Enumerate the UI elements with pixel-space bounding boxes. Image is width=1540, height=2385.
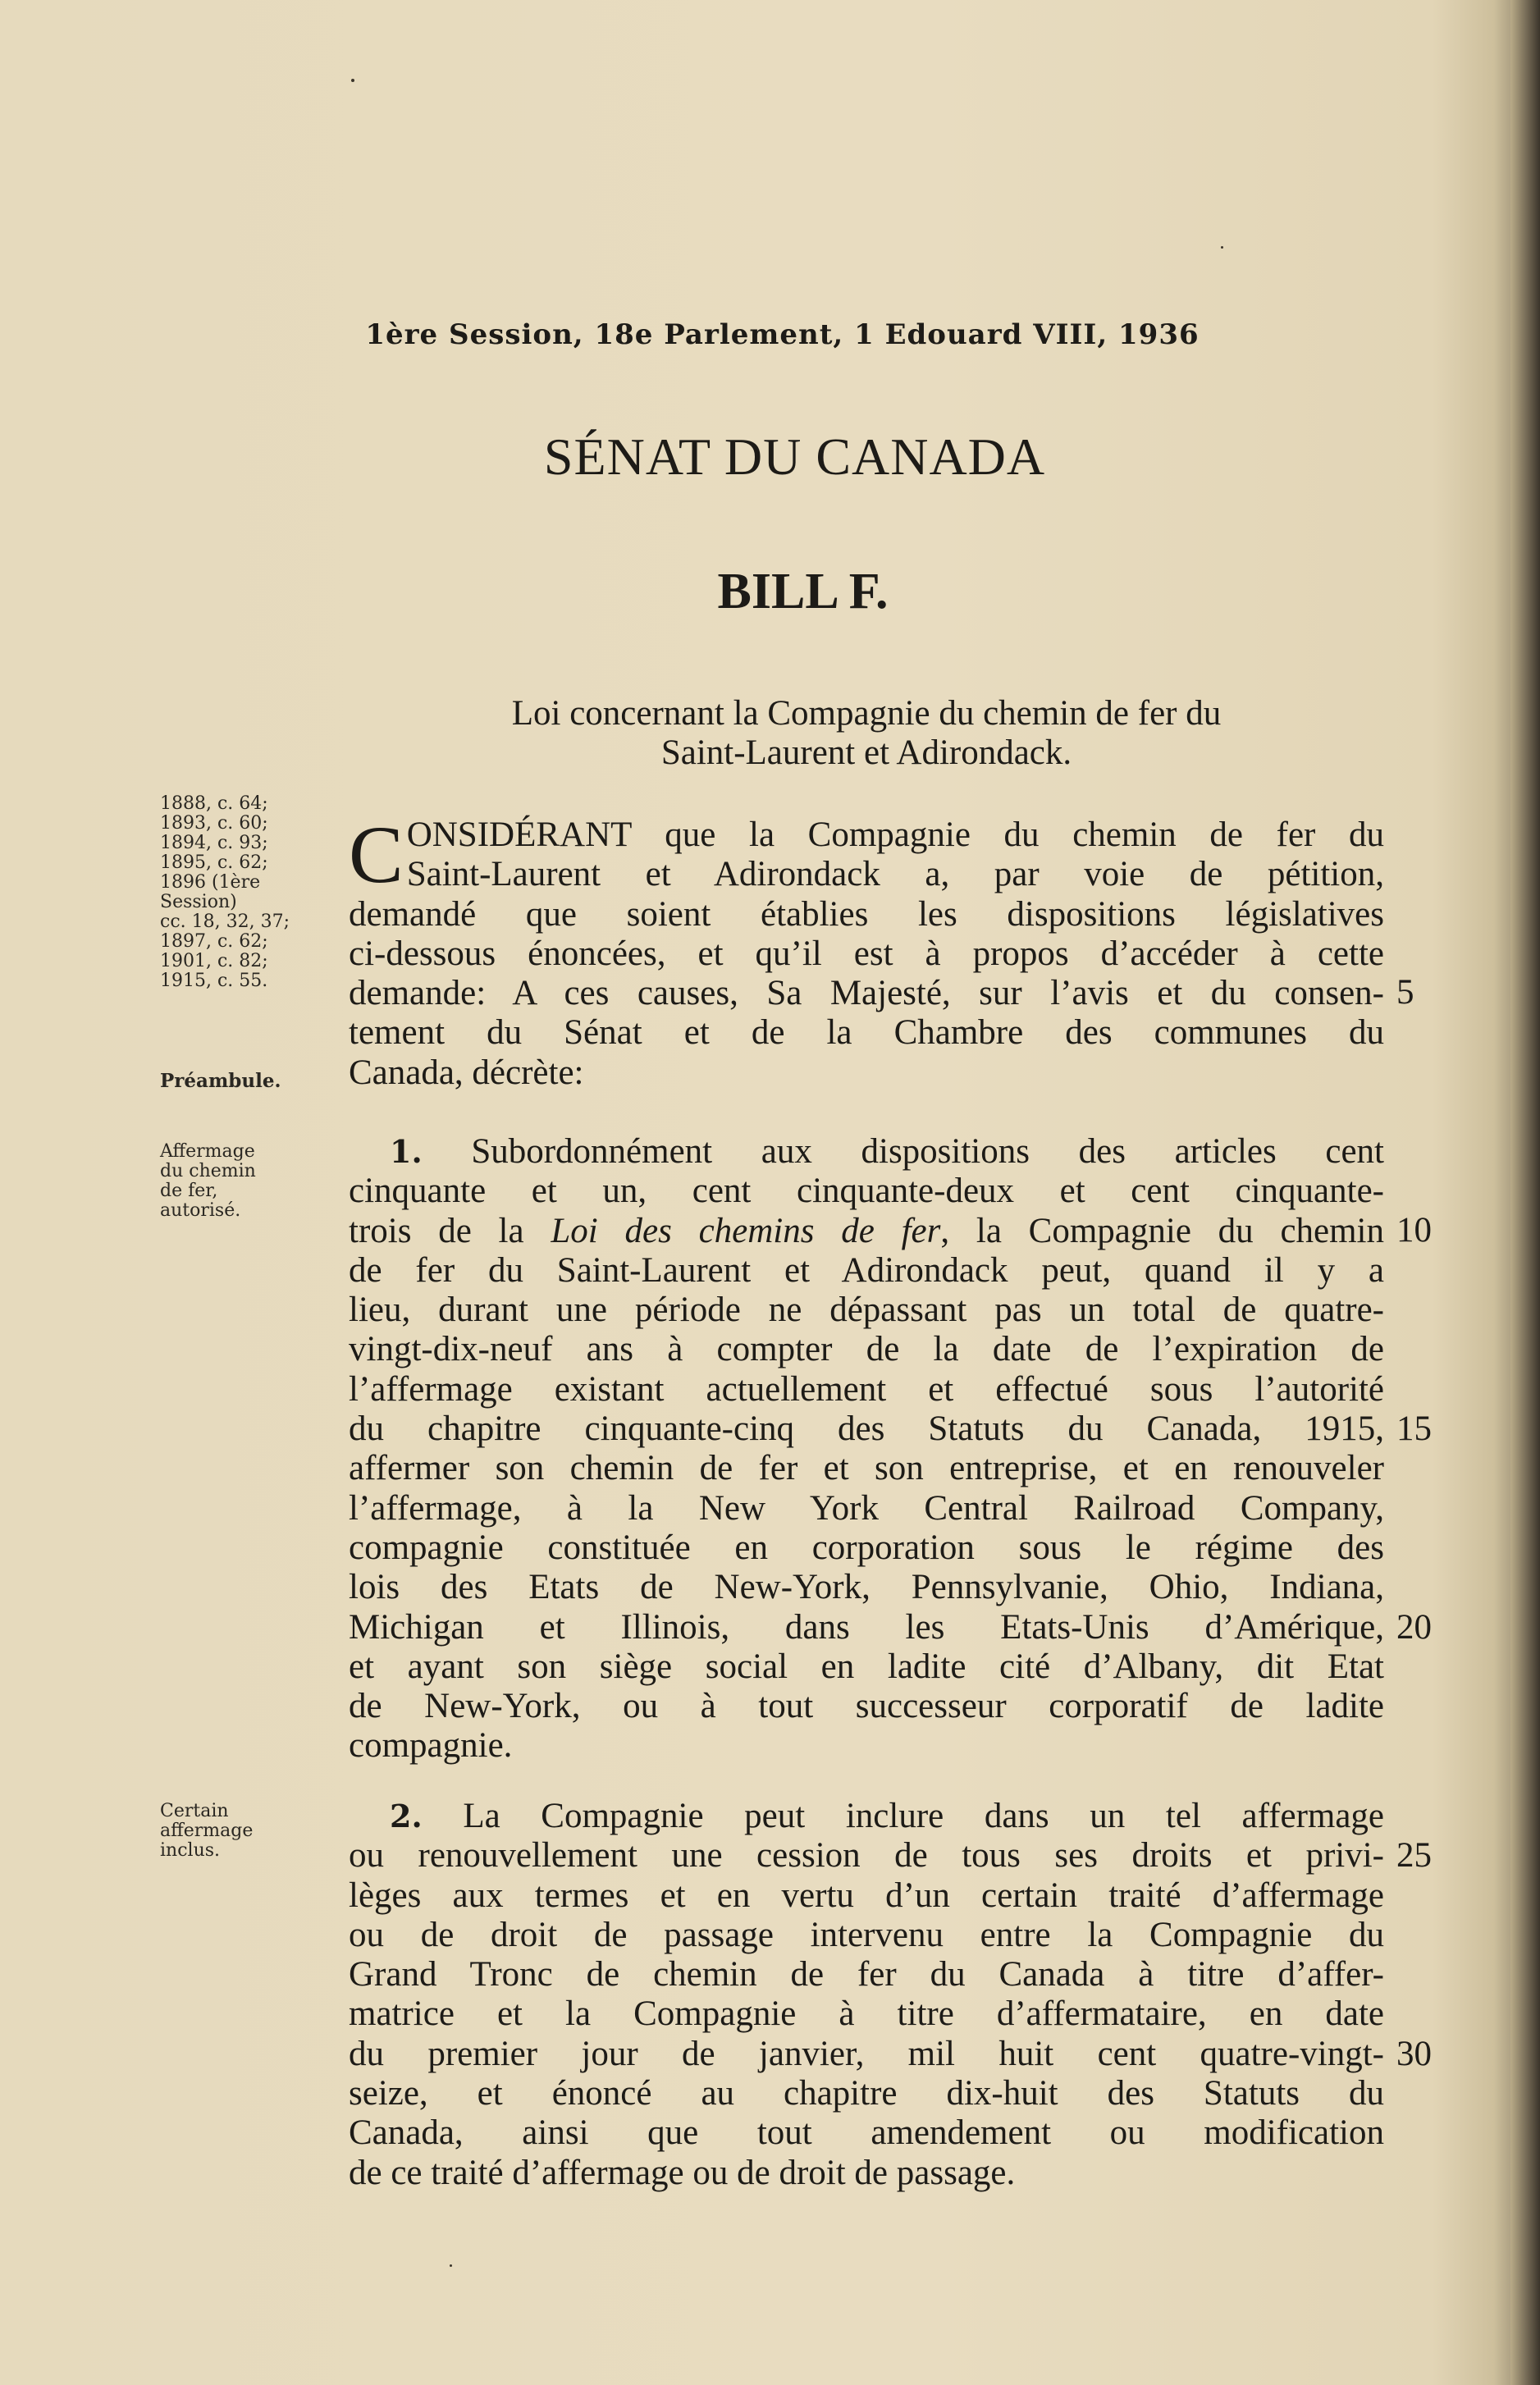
text-line [349,1489,1384,1528]
line-number: 20 [1396,1608,1432,1647]
text-line-content: du premier jour de janvier, mil huit cent quatre-vingt- [349,2034,1384,2073]
margin-note-line: 1897, c. 62; [160,931,268,952]
text-line-content: Subordonnément aux dispositions des articles cent [471,1132,1385,1171]
text-line [349,1797,1384,1836]
line-number: 10 [1396,1211,1432,1250]
text-line [349,1608,1384,1647]
text-line-content: affermer son chemin de fer et son entreprise, et en renouveler [349,1449,1384,1488]
text-line-content: ou renouvellement une cession de tous ses droits et privi- [349,1836,1384,1876]
bill-title: BILL F. [717,564,889,619]
text-line [349,1647,1384,1687]
text-line [349,1955,1384,1994]
text-line [349,1172,1384,1211]
margin-note-line: 1896 (1ère [160,872,261,893]
text-line-content: Canada, ainsi que tout amendement ou modification [349,2113,1384,2153]
speck [351,79,354,82]
text-line-content: lèges aux termes et en vertu d’un certain traité d’affermage [349,1876,1384,1915]
text-line [349,2154,1384,2193]
margin-note-line: Affermage [160,1141,255,1162]
text-line-content: demande: A ces causes, Sa Majesté, sur l’avis et du consen- [349,974,1384,1013]
text-line [349,1836,1384,1876]
text-line [349,2035,1384,2074]
text-line [349,1568,1384,1607]
margin-note-line: affermage [160,1821,254,1841]
subtitle-line: Saint-Laurent et Adirondack. [660,733,1072,772]
margin-note-line: 1895, c. 62; [160,852,268,873]
line-number: 30 [1396,2035,1432,2073]
section-2-paragraph [349,1797,1384,2193]
text-line-content: l’affermage existant actuellement et effectué sous l’autorité [349,1369,1384,1409]
text-line-content: tement du Sénat et de la Chambre des communes du [349,1013,1384,1053]
italic-title: Loi des chemins de fer [551,1211,941,1250]
text-line-content: ONSIDÉRANT que la Compagnie du chemin de fer du [406,816,1384,854]
margin-note-line: Session) [160,892,237,912]
text-line [349,1251,1384,1291]
text-line [349,2074,1384,2113]
text-line [349,895,1384,934]
text-line-content: La Compagnie peut inclure dans un tel affermage [463,1797,1385,1835]
line-number: 5 [1396,973,1414,1012]
text-line: trois de la Loi des chemins de fer, la Compagnie du chemin [349,1211,1385,1250]
text-line [349,1410,1384,1449]
text-line-content: de fer du Saint-Laurent et Adirondack peut, quand il y a [349,1250,1384,1290]
text-line-content: compagnie constituée en corporation sous le régime des [349,1528,1384,1567]
text-line [349,934,1384,974]
margin-note-line: de fer, [160,1181,218,1201]
speck [450,2264,452,2267]
text-line [349,1330,1384,1369]
text-line-content: l’affermage, à la New York Central Railroad Company, [349,1488,1384,1528]
text-line-content: ou de droit de passage intervenu entre la Compagnie du [349,1915,1384,1954]
margin-note-line: 1893, c. 60; [160,813,268,834]
text-line-content: ci-dessous énoncées, et qu’il est à propos d’accéder à cette [349,934,1384,973]
text-line-content: de ce traité d’affermage ou de droit de passage. [349,2153,1016,2192]
text-line [349,1726,1384,1766]
text-line-content: et ayant son siège social en ladite cité d’Albany, dit Etat [349,1647,1384,1686]
line-number: 15 [1396,1410,1432,1448]
text-line-content: matrice et la Compagnie à titre d’affermataire, en date [349,1994,1384,2034]
margin-note-line: 1915, c. 55. [160,971,268,991]
line-number: 25 [1396,1836,1432,1875]
text-line [349,1132,1384,1172]
text-line-content: demandé que soient établies les dispositions législatives [349,894,1384,934]
subtitle-line: Loi concernant la Compagnie du chemin de fer du [511,694,1222,733]
margin-note-line: du chemin [160,1161,256,1181]
dropcap-letter: C [349,809,404,900]
text-line [349,1370,1384,1410]
session-header: 1ère Session, 18e Parlement, 1 Edouard VIII, 1936 [365,318,1200,351]
text-line-content: vingt-dix-neuf ans à compter de la date de l’expiration de [349,1330,1384,1369]
text-line-content: de New-York, ou à tout successeur corporatif de ladite [349,1687,1384,1726]
margin-note-line: Certain [160,1801,229,1821]
text-line-content: du chapitre cinquante-cinq des Statuts du Canada, 1915, [349,1410,1384,1449]
margin-note-line: Préambule. [160,1070,281,1092]
margin-note-line: 1894, c. 93; [160,833,268,853]
senate-title: SÉNAT DU CANADA [543,427,1046,486]
text-line-content: lieu, durant une période ne dépassant pas un total de quatre- [349,1291,1384,1330]
text-line [349,1876,1384,1916]
text-line [349,855,1384,894]
margin-note-line: 1901, c. 82; [160,951,268,971]
text-line [349,1528,1384,1568]
text-line [349,1916,1384,1955]
text-line-content: seize, et énoncé au chapitre dix-huit des Statuts du [349,2074,1384,2113]
text-line [349,816,1384,855]
book-binding-edge [1510,0,1540,2385]
text-line [349,974,1384,1013]
text-line [349,1291,1384,1330]
section-number: 2. [390,1798,423,1834]
text-line-content: cinquante et un, cent cinquante-deux et cent cinquante- [349,1172,1384,1211]
margin-section2-note [160,1802,340,1861]
text-line [349,1687,1384,1726]
section-1-paragraph [349,1132,1384,1766]
preamble-paragraph [349,809,1384,1093]
margin-section1-note [160,1142,340,1221]
text-line [349,1013,1384,1053]
bill-subtitle [349,694,1384,773]
margin-note-line: autorisé. [160,1200,241,1221]
text-line-content: lois des Etats de New-York, Pennsylvanie, Ohio, Indiana, [349,1568,1384,1607]
margin-statute-references [160,794,340,991]
text-line-content: Saint-Laurent et Adirondack a, par voie de pétition, [406,855,1384,894]
text-line [349,1053,1384,1093]
text-line [349,1994,1384,2034]
margin-preamble-note [160,1071,340,1091]
text-line-content: Canada, décrète: [349,1053,584,1092]
text-line [349,1449,1384,1488]
margin-note-line: 1888, c. 64; [160,793,268,814]
text-line-content: Michigan et Illinois, dans les Etats-Unis d’Amérique, [349,1607,1384,1647]
section-number: 1. [390,1133,423,1170]
speck [1221,246,1223,249]
margin-note-line: cc. 18, 32, 37; [160,912,290,932]
margin-note-line: inclus. [160,1840,221,1861]
text-line-content: compagnie. [349,1726,513,1766]
text-line [349,2113,1384,2153]
text-line-content: Grand Tronc de chemin de fer du Canada à titre d’affer- [349,1955,1384,1994]
